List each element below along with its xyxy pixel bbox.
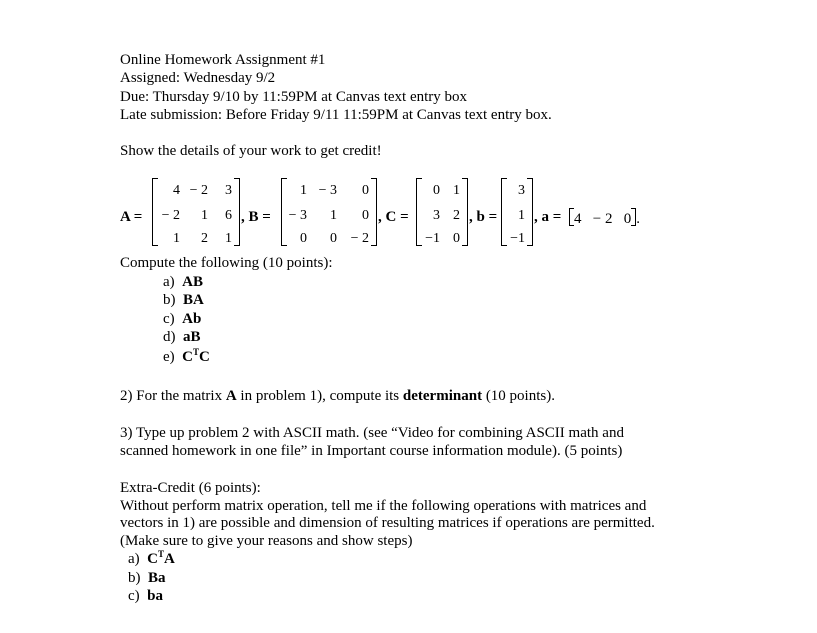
- matrix-a-cell: 1: [173, 231, 180, 246]
- problem1-item: a) AB: [163, 274, 203, 290]
- matrix-c-cell: 2: [453, 208, 460, 223]
- problem1-item: e) $C^TC$: [163, 347, 210, 365]
- vector-b-cell: 1: [518, 208, 525, 223]
- vector-a-cell: − 2: [592, 211, 613, 227]
- matrix-c-cell: 1: [453, 183, 460, 198]
- matrix-b-cell: − 3: [288, 208, 307, 223]
- vector-a: [569, 208, 640, 228]
- problem1-item: b) BA: [163, 292, 204, 308]
- vector-b: [501, 176, 533, 248]
- extra-credit-item: b) Ba: [128, 570, 166, 586]
- matrix-a-cell: 6: [225, 208, 232, 223]
- matrix-b-cell: − 2: [350, 231, 369, 246]
- matrix-c-label: , C =: [378, 209, 409, 225]
- vector-b-cell: 3: [518, 183, 525, 198]
- extra-credit-item: a) $C^TA$: [128, 549, 175, 567]
- matrix-b-cell: 0: [300, 231, 307, 246]
- problem1-item: d) aB: [163, 329, 201, 345]
- matrix-b-label: , B =: [241, 209, 271, 225]
- matrix-c-cell: 0: [453, 231, 460, 246]
- matrix-b-cell: − 3: [318, 183, 337, 198]
- late-submission: Late submission: Before Friday 9/11 11:59PM at Canvas text entry box.: [120, 107, 552, 123]
- matrix-c-cell: 3: [433, 208, 440, 223]
- extra-credit-line3: (Make sure to give your reasons and show steps): [120, 533, 413, 549]
- matrix-definitions: [118, 176, 718, 260]
- matrix-b-cell: 1: [300, 183, 307, 198]
- matrix-a-cell: 3: [225, 183, 232, 198]
- matrix-c-cell: 0: [433, 183, 440, 198]
- matrix-c-cell: −1: [425, 231, 440, 246]
- vector-a-end: .: [636, 211, 640, 227]
- extra-credit-line2: vectors in 1) are possible and dimension of resulting matrices if operations are permitted.: [120, 515, 655, 531]
- extra-credit-item: c) ba: [128, 588, 163, 604]
- matrix-a-label: A =: [120, 209, 143, 225]
- matrix-a-cell: − 2: [189, 183, 208, 198]
- vector-b-label: , b =: [469, 209, 498, 225]
- matrix-a-cell: 1: [225, 231, 232, 246]
- problem3-line2: scanned homework in one file” in Important course information module). (5 points): [120, 443, 623, 459]
- matrix-a-cell: − 2: [161, 208, 180, 223]
- matrix-a-cell: 4: [173, 183, 180, 198]
- problem2-text: 2) For the matrix A in problem 1), compute its determinant (10 points).: [120, 388, 555, 404]
- assignment-title: Online Homework Assignment #1: [120, 52, 326, 68]
- matrix-b: [281, 176, 377, 248]
- vector-a-label: , a =: [534, 209, 562, 225]
- problem1-item: c) Ab: [163, 311, 202, 327]
- matrix-b-cell: 0: [362, 183, 369, 198]
- matrix-a: [152, 176, 240, 248]
- vector-a-cell: 4: [574, 211, 582, 227]
- matrix-a-cell: 2: [201, 231, 208, 246]
- due-date: Due: Thursday 9/10 by 11:59PM at Canvas text entry box: [120, 89, 468, 105]
- assigned-date: Assigned: Wednesday 9/2: [120, 70, 276, 86]
- extra-credit-title: Extra-Credit (6 points):: [120, 480, 261, 496]
- vector-b-cell: −1: [510, 231, 525, 246]
- instruction-text: Show the details of your work to get credit!: [120, 143, 382, 159]
- problem3-line1: 3) Type up problem 2 with ASCII math. (see “Video for combining ASCII math and: [120, 425, 624, 441]
- problem1-intro: Compute the following (10 points):: [120, 255, 333, 271]
- matrix-b-cell: 0: [330, 231, 337, 246]
- matrix-c: [416, 176, 468, 248]
- vector-a-cell: 0: [623, 211, 632, 227]
- extra-credit-line1: Without perform matrix operation, tell me if the following operations with matrices and: [120, 498, 647, 514]
- matrix-b-cell: 1: [330, 208, 337, 223]
- matrix-b-cell: 0: [362, 208, 369, 223]
- matrix-a-cell: 1: [201, 208, 208, 223]
